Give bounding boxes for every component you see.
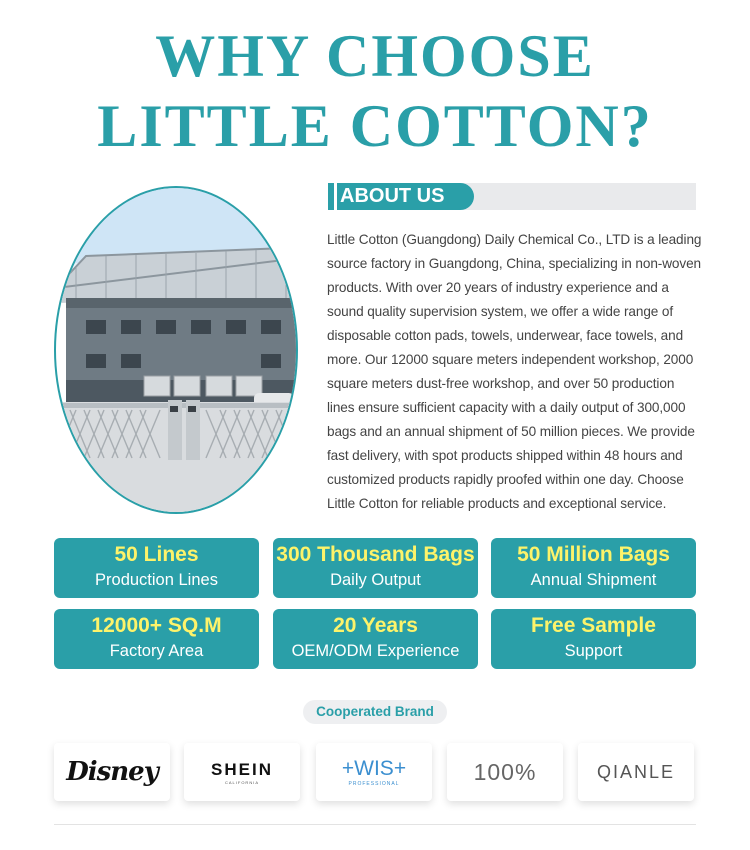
brand-card-100[interactable] [447, 743, 563, 801]
bottom-divider [54, 824, 696, 825]
shein-logo-icon: SHEIN [211, 759, 273, 779]
brands-heading: Cooperated Brand [303, 700, 447, 724]
factory-photo [54, 186, 298, 514]
stat-card-experience [273, 609, 478, 669]
stat-value: 12000+ SQ.M [91, 614, 222, 637]
about-heading: ABOUT US [328, 183, 474, 210]
stat-label: OEM/ODM Experience [291, 642, 460, 660]
stat-value: 20 Years [333, 614, 418, 637]
stat-value: Free Sample [531, 614, 656, 637]
stat-value: 50 Lines [114, 543, 199, 566]
100-percent-logo-icon: 100% [473, 758, 537, 785]
wis-logo-icon: +WIS+ [341, 757, 407, 780]
stat-card-production-lines [54, 538, 259, 598]
disney-logo-icon: Disney [66, 757, 158, 787]
about-text: Little Cotton (Guangdong) Daily Chemical Co., LTD is a leading source factory in Guangdong, China, specializing in non-woven products. With over 20 years of industry experience and a sound quality supervision system, we offer a wide range of disposable cotton pads, towels, underwear, face towels, and more. Our 12000 square meters independent workshop, 2000 square meters dust-free workshop, and over 50 production lines ensure sufficient capacity with a daily output of 300,000 bags and an annual shipment of 50 million pieces. We provide fast delivery, with spot products shipped within 48 hours and customized products rapidly proofed within one day. Choose Little Cotton for reliable products and exceptional service. [327, 232, 702, 511]
stat-card-daily-output [273, 538, 478, 598]
wis-logo-subtext: PROFESSIONAL [348, 781, 400, 787]
brand-card-shein[interactable] [184, 743, 300, 801]
stat-label: Support [564, 642, 623, 660]
brand-card-wis[interactable] [316, 743, 432, 801]
stat-label: Daily Output [330, 571, 421, 589]
stat-card-free-sample [491, 609, 696, 669]
shein-logo-subtext: CALIFORNIA [224, 779, 259, 785]
stat-value: 50 Million Bags [517, 543, 670, 566]
stat-label: Production Lines [95, 571, 218, 589]
stat-label: Annual Shipment [530, 571, 657, 589]
page-title-line2: LITTLE COTTON? [97, 93, 653, 159]
qianle-logo-icon: QIANLE [596, 761, 676, 782]
about-heading-accent [334, 183, 337, 210]
stat-label: Factory Area [109, 642, 204, 660]
stat-value: 300 Thousand Bags [276, 543, 475, 566]
stat-card-annual-shipment [491, 538, 696, 598]
page-title-line1: WHY CHOOSE [155, 23, 595, 89]
brand-card-qianle[interactable] [578, 743, 694, 801]
stat-card-factory-area [54, 609, 259, 669]
brand-card-disney[interactable] [54, 743, 170, 801]
